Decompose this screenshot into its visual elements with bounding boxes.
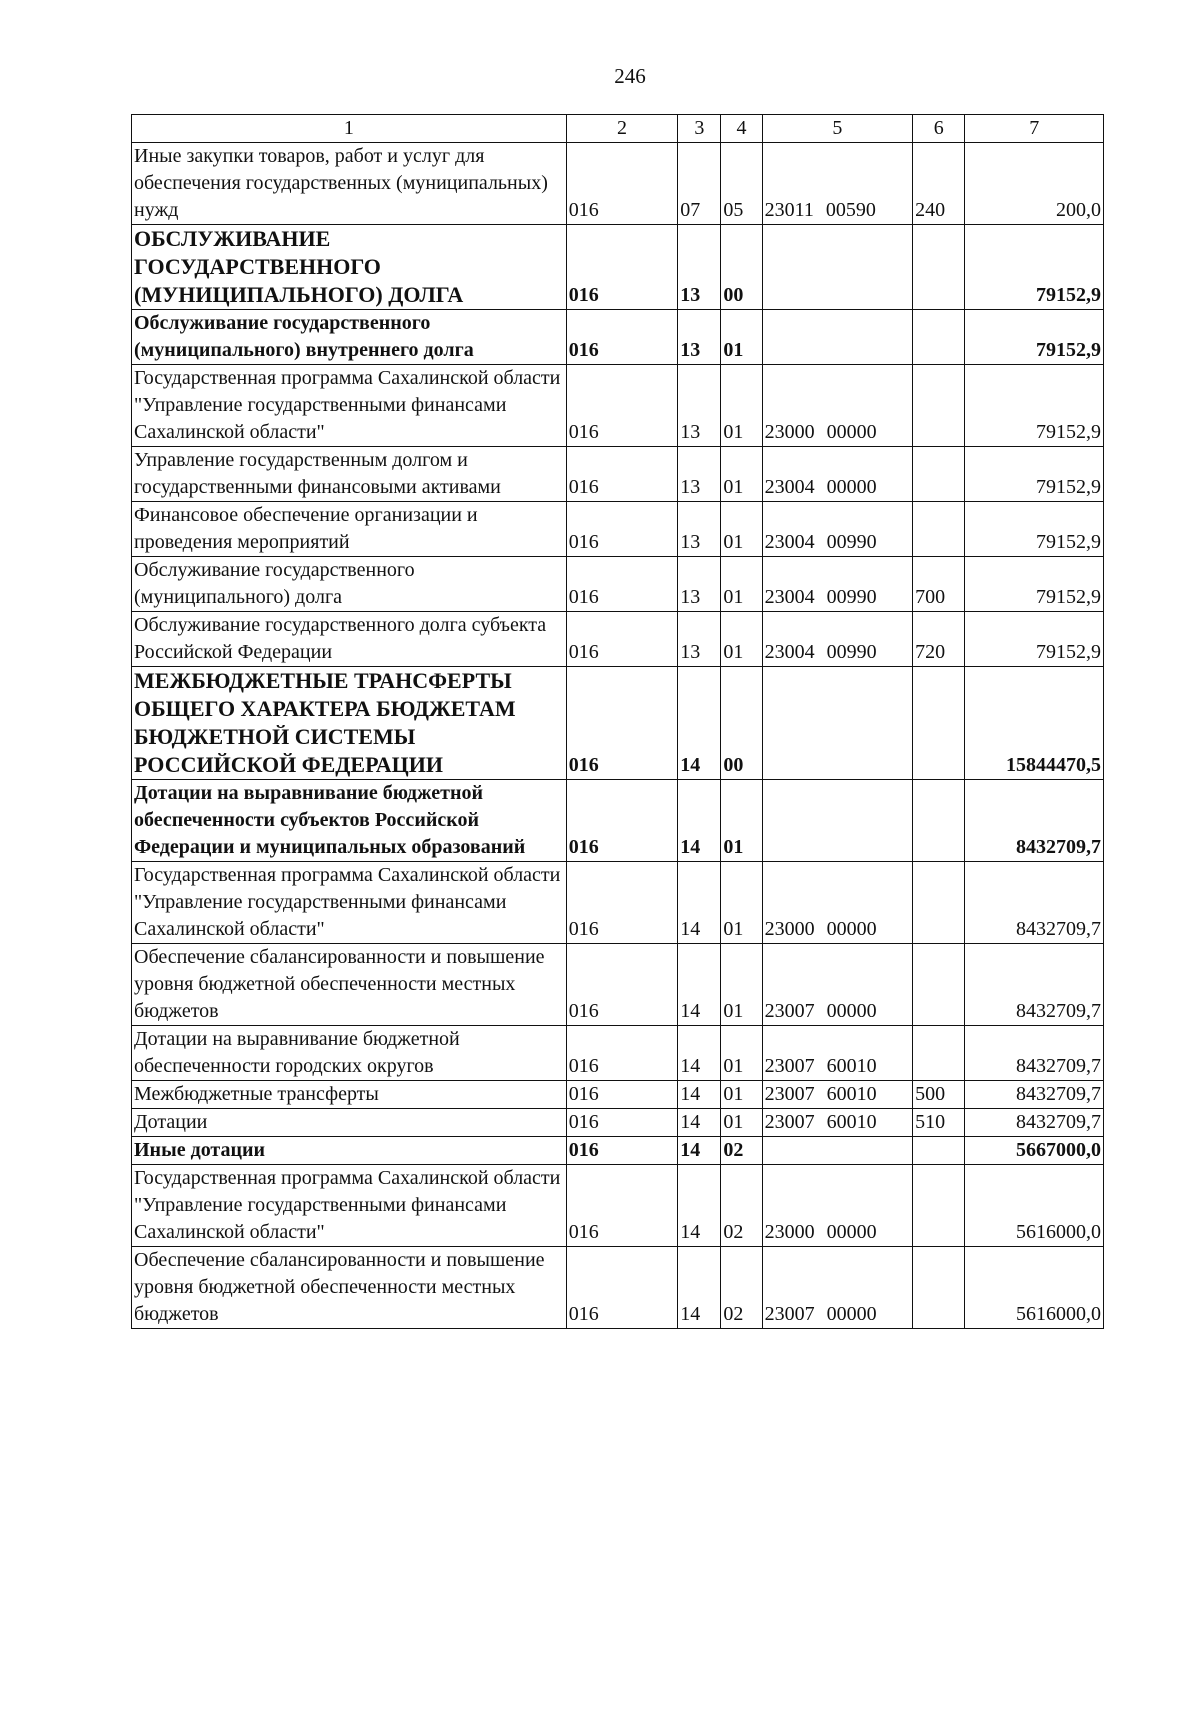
row-amount: 8432709,7 xyxy=(965,944,1104,1026)
row-name: Обеспечение сбалансированности и повышение уровня бюджетной обеспеченности местных бюджетов xyxy=(132,1247,567,1329)
row-expense-type xyxy=(913,1165,965,1247)
row-expense-type: 720 xyxy=(913,612,965,667)
row-ministry-code: 016 xyxy=(566,944,677,1026)
row-section: 14 xyxy=(678,1165,721,1247)
target-article-program: 23007 xyxy=(764,1055,815,1077)
row-subsection: 01 xyxy=(721,310,762,365)
row-amount: 79152,9 xyxy=(965,612,1104,667)
row-section: 14 xyxy=(678,1137,721,1165)
row-section: 13 xyxy=(678,502,721,557)
target-article-direction: 60010 xyxy=(826,1111,877,1133)
target-article-program: 23007 xyxy=(764,1111,815,1133)
target-article-direction: 00990 xyxy=(826,641,877,663)
row-section: 13 xyxy=(678,612,721,667)
row-target-article xyxy=(762,1026,913,1081)
row-amount: 5667000,0 xyxy=(965,1137,1104,1165)
row-amount: 200,0 xyxy=(965,143,1104,225)
row-target-article xyxy=(762,780,913,862)
row-name: Государственная программа Сахалинской области "Управление государственными финансами Сахалинской области" xyxy=(132,1165,567,1247)
row-amount: 8432709,7 xyxy=(965,1026,1104,1081)
table-row xyxy=(132,365,1104,447)
row-subsection: 05 xyxy=(721,143,762,225)
row-expense-type xyxy=(913,365,965,447)
row-name: Обеспечение сбалансированности и повышение уровня бюджетной обеспеченности местных бюджетов xyxy=(132,944,567,1026)
row-subsection: 01 xyxy=(721,1081,762,1109)
row-amount: 79152,9 xyxy=(965,557,1104,612)
row-target-article xyxy=(762,1165,913,1247)
row-ministry-code: 016 xyxy=(566,502,677,557)
row-subsection: 00 xyxy=(721,667,762,780)
row-target-article xyxy=(762,1247,913,1329)
row-target-article xyxy=(762,944,913,1026)
row-name: Дотации на выравнивание бюджетной обеспеченности городских округов xyxy=(132,1026,567,1081)
table-row xyxy=(132,502,1104,557)
row-amount: 5616000,0 xyxy=(965,1165,1104,1247)
row-section: 14 xyxy=(678,667,721,780)
table-row xyxy=(132,143,1104,225)
target-article-direction: 00590 xyxy=(825,199,876,221)
row-amount: 79152,9 xyxy=(965,447,1104,502)
row-amount: 8432709,7 xyxy=(965,1081,1104,1109)
target-article-program: 23007 xyxy=(764,1303,815,1325)
row-name: Управление государственным долгом и государственными финансовыми активами xyxy=(132,447,567,502)
row-expense-type xyxy=(913,862,965,944)
table-row xyxy=(132,1109,1104,1137)
row-amount: 15844470,5 xyxy=(965,667,1104,780)
header-col-6: 6 xyxy=(913,115,965,143)
row-expense-type xyxy=(913,667,965,780)
target-article-direction: 00990 xyxy=(826,586,877,608)
row-section: 14 xyxy=(678,1081,721,1109)
row-section: 14 xyxy=(678,1026,721,1081)
table-row xyxy=(132,944,1104,1026)
row-amount: 79152,9 xyxy=(965,225,1104,310)
row-target-article xyxy=(762,502,913,557)
row-expense-type xyxy=(913,780,965,862)
target-article-direction: 00000 xyxy=(826,918,877,940)
row-amount: 79152,9 xyxy=(965,310,1104,365)
row-name: Обслуживание государственного (муниципального) внутреннего долга xyxy=(132,310,567,365)
row-subsection: 01 xyxy=(721,1109,762,1137)
target-article-program: 23004 xyxy=(764,476,815,498)
row-subsection: 01 xyxy=(721,502,762,557)
row-section: 13 xyxy=(678,225,721,310)
row-expense-type xyxy=(913,502,965,557)
row-amount: 8432709,7 xyxy=(965,780,1104,862)
row-subsection: 02 xyxy=(721,1137,762,1165)
target-article-program: 23000 xyxy=(764,918,815,940)
row-subsection: 01 xyxy=(721,447,762,502)
target-article-program: 23004 xyxy=(764,641,815,663)
row-ministry-code: 016 xyxy=(566,225,677,310)
row-subsection: 01 xyxy=(721,365,762,447)
row-name: Дотации на выравнивание бюджетной обеспеченности субъектов Российской Федерации и муниципальных образований xyxy=(132,780,567,862)
row-amount: 79152,9 xyxy=(965,365,1104,447)
row-expense-type xyxy=(913,447,965,502)
row-section: 14 xyxy=(678,944,721,1026)
row-subsection: 02 xyxy=(721,1247,762,1329)
table-row xyxy=(132,1165,1104,1247)
row-ministry-code: 016 xyxy=(566,447,677,502)
row-section: 14 xyxy=(678,1247,721,1329)
row-ministry-code: 016 xyxy=(566,780,677,862)
table-row xyxy=(132,862,1104,944)
row-section: 13 xyxy=(678,365,721,447)
row-ministry-code: 016 xyxy=(566,667,677,780)
table-row xyxy=(132,447,1104,502)
row-ministry-code: 016 xyxy=(566,365,677,447)
row-ministry-code: 016 xyxy=(566,862,677,944)
header-col-2: 2 xyxy=(566,115,677,143)
row-target-article xyxy=(762,612,913,667)
target-article-program: 23007 xyxy=(764,1083,815,1105)
target-article-direction: 00000 xyxy=(826,421,877,443)
row-expense-type xyxy=(913,1247,965,1329)
table-row xyxy=(132,612,1104,667)
row-name: Межбюджетные трансферты xyxy=(132,1081,567,1109)
row-section: 13 xyxy=(678,447,721,502)
row-ministry-code: 016 xyxy=(566,1137,677,1165)
target-article-program: 23004 xyxy=(764,586,815,608)
table-row xyxy=(132,780,1104,862)
row-ministry-code: 016 xyxy=(566,612,677,667)
target-article-direction: 00990 xyxy=(826,531,877,553)
row-section: 13 xyxy=(678,557,721,612)
target-article-direction: 00000 xyxy=(826,1221,877,1243)
row-amount: 8432709,7 xyxy=(965,1109,1104,1137)
target-article-direction: 00000 xyxy=(826,1000,877,1022)
row-expense-type: 240 xyxy=(913,143,965,225)
target-article-program: 23000 xyxy=(764,421,815,443)
row-name: МЕЖБЮДЖЕТНЫЕ ТРАНСФЕРТЫ ОБЩЕГО ХАРАКТЕРА БЮДЖЕТАМ БЮДЖЕТНОЙ СИСТЕМЫ РОССИЙСКОЙ ФЕДЕРАЦИИ xyxy=(132,667,567,780)
row-amount: 8432709,7 xyxy=(965,862,1104,944)
header-col-4: 4 xyxy=(721,115,762,143)
row-name: Государственная программа Сахалинской области "Управление государственными финансами Сахалинской области" xyxy=(132,365,567,447)
row-expense-type: 700 xyxy=(913,557,965,612)
row-target-article xyxy=(762,310,913,365)
table-row xyxy=(132,557,1104,612)
row-amount: 79152,9 xyxy=(965,502,1104,557)
header-col-7: 7 xyxy=(965,115,1104,143)
row-name: ОБСЛУЖИВАНИЕ ГОСУДАРСТВЕННОГО (МУНИЦИПАЛЬНОГО) ДОЛГА xyxy=(132,225,567,310)
row-target-article xyxy=(762,862,913,944)
table-header-row xyxy=(132,115,1104,143)
row-subsection: 01 xyxy=(721,780,762,862)
row-subsection: 01 xyxy=(721,862,762,944)
row-target-article xyxy=(762,557,913,612)
row-ministry-code: 016 xyxy=(566,1247,677,1329)
row-target-article xyxy=(762,365,913,447)
row-section: 14 xyxy=(678,780,721,862)
row-subsection: 01 xyxy=(721,557,762,612)
target-article-program: 23000 xyxy=(764,1221,815,1243)
row-section: 07 xyxy=(678,143,721,225)
target-article-program: 23011 xyxy=(764,199,814,221)
table-row xyxy=(132,1137,1104,1165)
page-number: 246 xyxy=(614,64,646,88)
target-article-direction: 00000 xyxy=(826,476,877,498)
row-target-article xyxy=(762,667,913,780)
table-row xyxy=(132,667,1104,780)
table-row xyxy=(132,310,1104,365)
row-amount: 5616000,0 xyxy=(965,1247,1104,1329)
row-subsection: 01 xyxy=(721,612,762,667)
row-ministry-code: 016 xyxy=(566,557,677,612)
target-article-direction: 60010 xyxy=(826,1055,877,1077)
table-row xyxy=(132,225,1104,310)
row-target-article xyxy=(762,143,913,225)
row-expense-type xyxy=(913,944,965,1026)
table-row xyxy=(132,1247,1104,1329)
row-expense-type xyxy=(913,310,965,365)
header-col-3: 3 xyxy=(678,115,721,143)
row-ministry-code: 016 xyxy=(566,143,677,225)
row-section: 13 xyxy=(678,310,721,365)
row-ministry-code: 016 xyxy=(566,1081,677,1109)
row-subsection: 02 xyxy=(721,1165,762,1247)
row-name: Обслуживание государственного (муниципального) долга xyxy=(132,557,567,612)
row-section: 14 xyxy=(678,862,721,944)
table-row xyxy=(132,1081,1104,1109)
row-target-article xyxy=(762,1137,913,1165)
row-ministry-code: 016 xyxy=(566,1026,677,1081)
row-ministry-code: 016 xyxy=(566,1165,677,1247)
row-name: Государственная программа Сахалинской области "Управление государственными финансами Сахалинской области" xyxy=(132,862,567,944)
row-name: Иные дотации xyxy=(132,1137,567,1165)
row-subsection: 00 xyxy=(721,225,762,310)
header-col-5: 5 xyxy=(762,115,913,143)
row-name: Дотации xyxy=(132,1109,567,1137)
header-col-1: 1 xyxy=(132,115,567,143)
row-expense-type xyxy=(913,1026,965,1081)
row-target-article xyxy=(762,225,913,310)
target-article-direction: 00000 xyxy=(826,1303,877,1325)
row-target-article xyxy=(762,1109,913,1137)
target-article-program: 23004 xyxy=(764,531,815,553)
row-expense-type xyxy=(913,225,965,310)
row-name: Обслуживание государственного долга субъекта Российской Федерации xyxy=(132,612,567,667)
row-target-article xyxy=(762,447,913,502)
budget-table xyxy=(131,114,1104,1329)
row-ministry-code: 016 xyxy=(566,310,677,365)
table-row xyxy=(132,1026,1104,1081)
target-article-program: 23007 xyxy=(764,1000,815,1022)
row-expense-type xyxy=(913,1137,965,1165)
row-subsection: 01 xyxy=(721,1026,762,1081)
row-expense-type: 500 xyxy=(913,1081,965,1109)
row-name: Финансовое обеспечение организации и проведения мероприятий xyxy=(132,502,567,557)
row-subsection: 01 xyxy=(721,944,762,1026)
row-ministry-code: 016 xyxy=(566,1109,677,1137)
row-section: 14 xyxy=(678,1109,721,1137)
row-name: Иные закупки товаров, работ и услуг для обеспечения государственных (муниципальных) нужд xyxy=(132,143,567,225)
target-article-direction: 60010 xyxy=(826,1083,877,1105)
row-target-article xyxy=(762,1081,913,1109)
row-expense-type: 510 xyxy=(913,1109,965,1137)
